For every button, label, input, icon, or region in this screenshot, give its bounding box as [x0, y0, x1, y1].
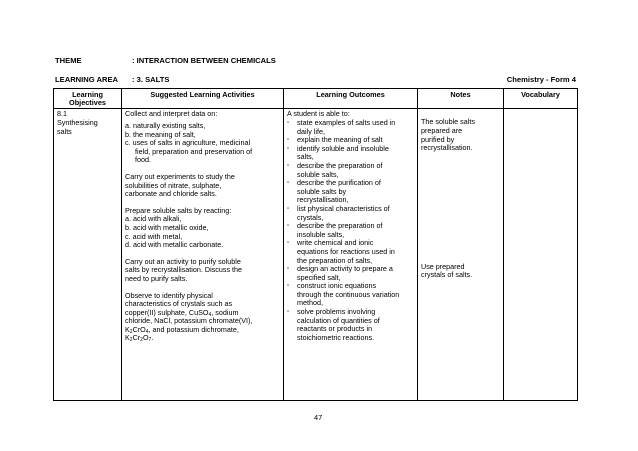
notes-cell: [418, 109, 504, 401]
activity-line: need to purify salts.: [125, 273, 188, 283]
outcome-line: explain the meaning of salt: [297, 135, 383, 145]
outcome-line: identify soluble and insoluble: [297, 143, 389, 153]
bullet-icon: ▫: [287, 162, 290, 169]
outcome-line: insoluble salts,: [297, 229, 345, 239]
bullet-icon: ▫: [287, 120, 290, 126]
outcome-line: soluble salts,: [297, 169, 339, 179]
outcome-item: [287, 205, 414, 222]
bullet-icon: ▫: [287, 205, 290, 212]
outcome-item: [287, 308, 414, 342]
bullet-icon: ▫: [287, 309, 290, 316]
outcome-line: state examples of salts used in: [297, 118, 396, 127]
objectives-cell: [54, 109, 122, 401]
outcome-item: [287, 179, 414, 205]
subscript: 4: [145, 328, 149, 335]
outcome-line: write chemical and ionic: [297, 238, 374, 248]
vocabulary-cell: [504, 109, 578, 401]
bullet-icon: ▫: [287, 283, 290, 290]
activity-line: field, preparation and preservation of: [135, 146, 253, 156]
outcome-line: recrystallisation,: [297, 195, 349, 205]
objective-number: 8.1: [57, 109, 67, 119]
activity-text: CrO: [132, 324, 146, 334]
outcome-line: equations for reactions used in: [297, 246, 395, 256]
activity-line: characteristics of crystals such as: [125, 299, 233, 309]
outcome-line: soluble salts by: [297, 186, 347, 196]
outcome-line: method,: [297, 298, 323, 308]
subscript: 2: [129, 337, 133, 344]
page-number: 47: [314, 413, 323, 422]
column-header-notes: Notes: [418, 89, 504, 109]
bullet-icon: ▫: [287, 223, 290, 230]
bullet-icon: ▫: [287, 266, 290, 273]
activity-line: Collect and interpret data on:: [125, 109, 218, 119]
activity-text: copper(II) sulphate, CuSO: [125, 307, 209, 317]
outcome-item: [287, 119, 414, 136]
activity-text: , sodium: [211, 307, 239, 317]
activity-line: food.: [135, 155, 151, 165]
outcome-line: specified salt,: [297, 272, 341, 282]
outcome-item: [287, 162, 414, 179]
outcome-item: [287, 265, 414, 282]
activity-line: Carry out experiments to study the: [125, 171, 235, 181]
theme-label: THEME: [55, 56, 82, 65]
column-header-suggested-activities: Suggested Learning Activities: [122, 89, 284, 109]
theme-value: : INTERACTION BETWEEN CHEMICALS: [132, 56, 276, 65]
subscript: 2: [129, 328, 133, 335]
outcome-line: the preparation of salts,: [297, 255, 373, 265]
column-header-learning-objectives: Learning Objectives: [54, 89, 122, 109]
activity-line: b. acid with metallic oxide,: [125, 222, 209, 232]
outcome-line: solve problems involving: [297, 307, 376, 317]
outcome-line: list physical characteristics of: [297, 203, 390, 213]
activity-text: Cr: [132, 333, 141, 343]
outcome-line: salts,: [297, 152, 314, 162]
activity-text: , and potassium dichromate,: [148, 324, 239, 334]
syllabus-table: [53, 88, 578, 401]
outcome-line: through the continuous variation: [297, 289, 400, 299]
outcome-item: [287, 282, 414, 308]
table-header-row: [54, 89, 578, 109]
outcome-item: [287, 222, 414, 239]
note-line: Use prepared: [421, 261, 465, 271]
activity-line: a. naturally existing salts,: [125, 121, 206, 130]
outcome-line: describe the purification of: [297, 178, 381, 188]
outcome-line: design an activity to prepare a: [297, 264, 393, 274]
activity-line: Observe to identify physical: [125, 290, 213, 300]
activity-line: [125, 334, 280, 343]
activity-text: K: [125, 333, 130, 343]
activity-line: c. acid with metal,: [125, 231, 183, 241]
activity-line: Carry out an activity to purify soluble: [125, 256, 241, 266]
note-line: crystals of salts.: [421, 270, 473, 280]
activity-line: solubilities of nitrate, sulphate,: [125, 180, 222, 190]
note-line: The soluble salts: [421, 117, 475, 127]
outcome-line: calculation of quantities of: [297, 315, 380, 325]
outcome-line: daily life,: [297, 126, 325, 136]
activity-line: salts by recrystallisation. Discuss the: [125, 265, 243, 275]
outcome-line: crystals,: [297, 212, 324, 222]
subject-form-label: Chemistry - Form 4: [506, 75, 576, 84]
activity-line: c. uses of salts in agriculture, medicinal: [125, 138, 251, 148]
subscript: 4: [208, 311, 212, 318]
outcome-line: stoichiometric reactions.: [297, 332, 375, 342]
activity-line: carbonate and chloride salts.: [125, 189, 217, 199]
bullet-icon: ▫: [287, 240, 290, 247]
subscript: 2: [140, 337, 143, 344]
note-line: recrystallisation.: [421, 143, 473, 153]
column-header-vocabulary: Vocabulary: [504, 89, 578, 109]
activity-line: Prepare soluble salts by reacting:: [125, 205, 232, 215]
activity-line: chloride, NaCl, potassium chromate(VI),: [125, 316, 253, 326]
activity-text: K: [125, 324, 130, 334]
outcome-item: [287, 145, 414, 162]
bullet-icon: ▫: [287, 145, 290, 152]
activity-text: .: [151, 333, 154, 343]
outcome-line: reactants or products in: [297, 324, 373, 334]
outcome-line: construct ionic equations: [297, 281, 377, 291]
note-line: prepared are: [421, 126, 463, 135]
column-header-learning-outcomes: Learning Outcomes: [284, 89, 418, 109]
learning-area-value: : 3. SALTS: [132, 75, 170, 84]
activity-text: O: [142, 333, 149, 343]
bullet-icon: ▫: [287, 137, 290, 144]
activity-line: b. the meaning of salt,: [125, 129, 196, 139]
activity-line: d. acid with metallic carbonate.: [125, 240, 224, 250]
activities-cell: [122, 109, 284, 401]
outcomes-intro: A student is able to:: [287, 109, 350, 119]
outcome-line: describe the preparation of: [297, 221, 383, 231]
table-row: [54, 109, 578, 401]
activity-line: a. acid with alkali,: [125, 214, 182, 224]
objective-title-line: Synthesising: [57, 118, 98, 127]
subscript: 7: [148, 337, 152, 344]
note-line: purified by: [421, 134, 455, 144]
learning-area-label: LEARNING AREA: [55, 75, 119, 84]
outcome-line: describe the preparation of: [297, 160, 383, 170]
bullet-icon: ▫: [287, 180, 290, 187]
outcome-item: [287, 239, 414, 265]
objective-title-line: salts: [57, 126, 72, 136]
outcomes-cell: [284, 109, 418, 401]
